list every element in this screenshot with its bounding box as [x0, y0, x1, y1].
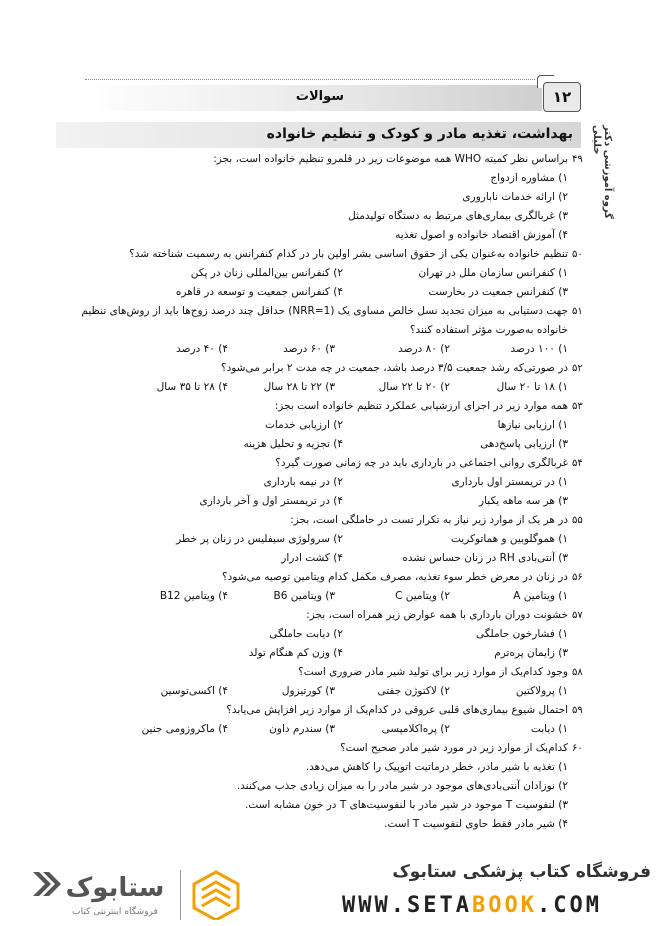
- question-stem: احتمال شیوع بیماری‌های قلبی عروقی در کدام‌یک از موارد زیر افزایش می‌یابد؟: [226, 704, 568, 716]
- section-title: سوالات: [295, 89, 345, 104]
- question-number: ۵۵: [572, 515, 583, 526]
- header-dotted-rule: [85, 79, 535, 80]
- question-number: ۶۰: [572, 743, 583, 754]
- answer-option: ۴) اکسی‌توسین: [160, 685, 228, 697]
- answer-option: ۳) سندرم داون: [269, 723, 335, 735]
- answer-option: ۴) وزن کم هنگام تولد: [248, 647, 343, 659]
- store-url-part-3: .COM: [536, 893, 602, 918]
- answer-option: ۴) ماکروزومی جنین: [141, 723, 228, 735]
- question-number: ۵۷: [572, 610, 583, 621]
- answer-option: ۴) کنفرانس جمعیت و توسعه در قاهره: [175, 286, 343, 298]
- logo-subtext: فروشگاه اینترنتی کتاب: [72, 907, 158, 917]
- question: [118, 606, 583, 663]
- store-url-part-1: WWW.SETA: [342, 893, 472, 918]
- answer-option: ۲) در نیمه بارداری: [263, 476, 343, 488]
- question-stem: خشونت دوران بارداری با همه عوارض زیر همراه است، بجز:: [306, 609, 568, 621]
- question: [118, 568, 583, 606]
- question-number: ۵۹: [572, 705, 583, 716]
- answer-option: ۲) ویتامین C: [395, 590, 450, 602]
- answer-option: ۲) دیابت حاملگی: [269, 628, 343, 640]
- question-number: ۵۲: [572, 363, 583, 374]
- question-stem: همه موارد زیر در اجرای ارزشیابی عملکرد تنظیم خانواده است بجز:: [274, 400, 568, 412]
- answer-option: ۴) آموزش اقتصاد خانواده و اصول تغذیه: [395, 229, 568, 241]
- logo-text: ستابوک: [65, 873, 165, 903]
- answer-option: ۲) ۸۰ درصد: [398, 343, 450, 355]
- answer-option: ۲) کنفرانس بین‌المللی زنان در پکن: [190, 267, 343, 279]
- question: [118, 454, 583, 511]
- answer-option: ۳) کورتیزول: [281, 685, 335, 697]
- answer-option: ۳) ۲۲ تا ۲۸ سال: [263, 381, 335, 393]
- question-number: ۵۱: [572, 306, 583, 317]
- question-stem: وجود کدام‌یک از موارد زیر برای تولید شیر مادر ضروری است؟: [298, 666, 568, 678]
- answer-option: ۳) آنتی‌بادی RH در زنان حساس نشده: [402, 552, 568, 564]
- questions-list: [81, 150, 583, 834]
- question-number: ۴۹: [572, 154, 583, 165]
- answer-option: ۴) شیر مادر فقط حاوی لنفوسیت T است.: [384, 818, 568, 830]
- question-stem: براساس نظر کمیته WHO همه موضوعات زیر در قلمرو تنظیم خانواده است، بجز:: [213, 153, 568, 165]
- store-url[interactable]: [342, 893, 602, 918]
- question: [118, 739, 583, 834]
- question: [118, 359, 583, 397]
- answer-option: ۱) هموگلوبین و هماتوکریت: [450, 533, 568, 545]
- store-url-part-2: BOOK: [471, 893, 537, 918]
- answer-option: ۲) ارائه خدمات ناباروری: [462, 191, 568, 203]
- page-number: ۱۲: [543, 82, 581, 112]
- answer-option: ۳) هر سه ماهه یکبار: [479, 495, 568, 507]
- question: [118, 245, 583, 302]
- question-stem: کدام‌یک از موارد زیر در مورد شیر مادر صحیح است؟: [340, 742, 568, 754]
- answer-option: ۳) ۶۰ درصد: [283, 343, 335, 355]
- answer-option: ۳) غربالگری بیماری‌های مرتبط به دستگاه تولیدمثل: [348, 210, 568, 222]
- answer-option: ۴) در تریمستر اول و آخر بارداری: [199, 495, 343, 507]
- answer-option: ۱) دیابت: [530, 723, 568, 735]
- question: [118, 397, 583, 454]
- question-number: ۵۴: [572, 458, 583, 469]
- answer-option: ۴) ویتامین B12: [159, 590, 228, 602]
- answer-option: ۳) ویتامین B6: [273, 590, 335, 602]
- question-number: ۵۶: [572, 572, 583, 583]
- answer-option: ۳) ارزیابی پاسخ‌دهی: [480, 438, 568, 450]
- question-stem: جهت دستیابی به میزان تجدید نسل خالص مساوی یک (NRR=1) حداقل چند درصد زوج‌ها باید از روش‌های تنظیم: [81, 305, 568, 317]
- question-stem: در هر یک از موارد زیر نیاز به تکرار تست در حاملگی است، بجز:: [290, 514, 568, 526]
- answer-option: ۳) کنفرانس جمعیت در بخارست: [428, 286, 568, 298]
- side-label: گروه آموزشی دکتر خلیلی: [591, 125, 613, 219]
- answer-option: ۲) سرولوژی سیفلیس در زنان پر خطر: [176, 533, 343, 545]
- question: [118, 701, 583, 739]
- answer-option: ۳) زایمان پره‌ترم: [494, 647, 568, 659]
- question: [81, 302, 583, 359]
- answer-option: ۴) ۴۰ درصد: [176, 343, 228, 355]
- answer-option: ۴) تجزیه و تحلیل هزینه: [243, 438, 343, 450]
- answer-option: ۱) ارزیابی نیازها: [497, 419, 568, 431]
- store-logo: [25, 862, 175, 922]
- subject-title: بهداشت، تغذیه مادر و کودک و تنظیم خانواده: [266, 126, 573, 142]
- answer-option: ۳) لنفوسیت T موجود در شیر مادر با لنفوسیت‌های T در خون مشابه است.: [244, 799, 568, 811]
- question: [118, 663, 583, 701]
- answer-option: ۱) ۱۸ تا ۲۰ سال: [496, 381, 568, 393]
- question: [118, 150, 583, 245]
- answer-option: ۲) پره‌اکلامپسی: [381, 723, 450, 735]
- question-number: ۵۳: [572, 401, 583, 412]
- question-stem-cont: خانواده به‌صورت مؤثر استفاده کنند؟: [409, 324, 568, 336]
- answer-option: ۱) در تریمستر اول بارداری: [451, 476, 568, 488]
- answer-option: ۲) لاکتوژن جفتی: [377, 685, 450, 697]
- question: [118, 511, 583, 568]
- answer-option: ۴) ۲۸ تا ۳۵ سال: [156, 381, 228, 393]
- answer-option: ۱) فشارخون حاملگی: [475, 628, 568, 640]
- answer-option: ۲) ۲۰ تا ۲۲ سال: [378, 381, 450, 393]
- question-stem: غربالگری روانی اجتماعی در بارداری باید در چه زمانی صورت گیرد؟: [275, 457, 568, 469]
- answer-option: ۱) پرولاکتین: [515, 685, 568, 697]
- answer-option: ۱) مشاوره ازدواج: [490, 172, 568, 184]
- store-name: فروشگاه کتاب پزشکی ستابوک: [392, 862, 651, 882]
- answer-option: ۲) ارزیابی خدمات: [265, 419, 343, 431]
- question-stem: تنظیم خانواده به‌عنوان یکی از حقوق اساسی بشر اولین بار در کدام کنفرانس به رسمیت شناخته شد؟: [129, 248, 568, 260]
- question-number: ۵۸: [572, 667, 583, 678]
- answer-option: ۱) تغذیه با شیر مادر، خطر درماتیت اتوپیک را کاهش می‌دهد.: [305, 761, 568, 773]
- answer-option: ۱) ویتامین A: [513, 590, 568, 602]
- answer-option: ۱) ۱۰۰ درصد: [510, 343, 568, 355]
- store-hex-icon: [192, 870, 240, 920]
- answer-option: ۴) کشت ادرار: [281, 552, 343, 564]
- footer-divider: [180, 870, 181, 920]
- question-stem: در صورتی‌که رشد جمعیت ۳/۵ درصد باشد، جمعیت در چه مدت ۲ برابر می‌شود؟: [221, 362, 568, 374]
- answer-option: ۱) کنفرانس سازمان ملل در تهران: [418, 267, 568, 279]
- question-stem: در زنان در معرض خطر سوء تغذیه، مصرف مکمل کدام ویتامین توصیه می‌شود؟: [222, 571, 568, 583]
- answer-option: ۲) نوزادان آنتی‌بادی‌های موجود در شیر مادر را به میزان زیادی جذب می‌کنند.: [236, 780, 568, 792]
- question-number: ۵۰: [572, 249, 583, 260]
